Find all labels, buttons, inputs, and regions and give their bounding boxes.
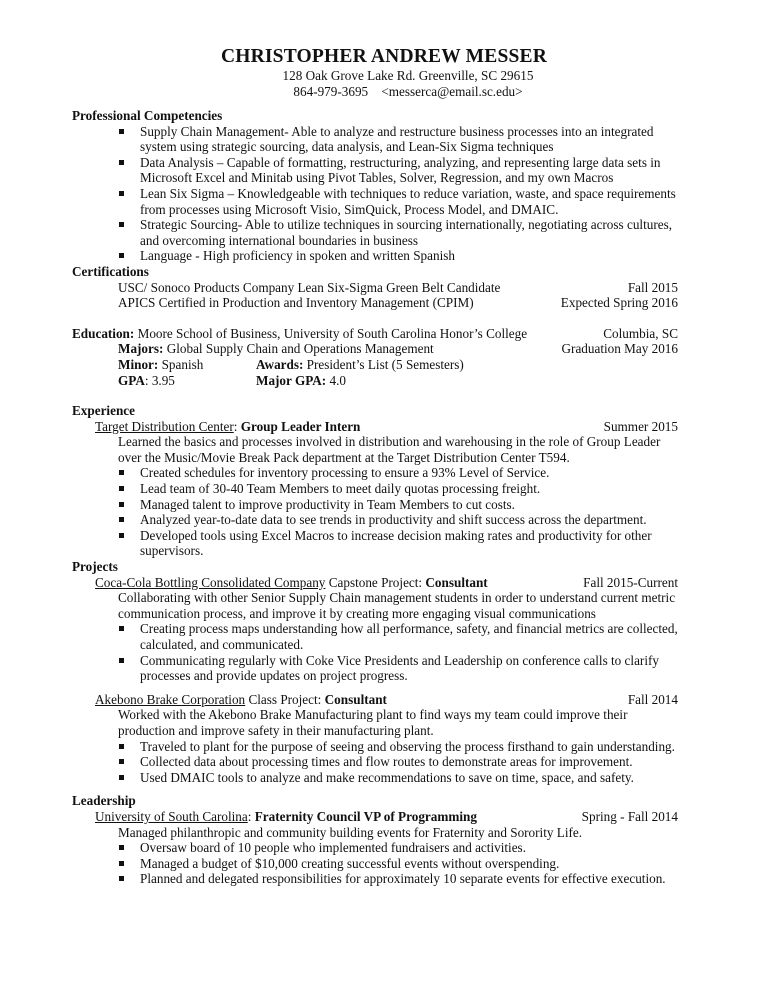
project-date: Fall 2015-Current	[583, 574, 678, 590]
gpa-line	[118, 373, 256, 389]
list-item: Creating process maps understanding how all performance, safety, and financial metrics are collected, calculated, and communicated.	[140, 621, 678, 652]
list-item: Analyzed year-to-date data to see trends in productivity and shift success across the department.	[140, 512, 678, 528]
education-label: Education:	[72, 325, 135, 341]
leadership-org: University of South Carolina	[95, 808, 248, 824]
list-item: Lean Six Sigma – Knowledgeable with techniques to reduce variation, waste, and space requirements from processes using Microsoft Visio, SimQuick, Process Model, and DMAIC.	[140, 186, 678, 217]
resume-body	[72, 108, 678, 887]
awards-line	[256, 357, 678, 373]
experience-summary: Learned the basics and processes involved in distribution and warehousing in the role of Group Leader over the Music/Movie Break Pack department at the Target Distribution Center T594.	[118, 434, 661, 465]
resume-header	[0, 0, 768, 99]
experience-list	[72, 465, 678, 559]
list-item: Strategic Sourcing- Able to utilize techniques in sourcing internationally, negotiating across cultures, and overcoming international boundaries in business	[140, 217, 678, 248]
project-summary: Collaborating with other Senior Supply Chain management students in order to understand current metric communication process, and improve it by creating more engaging visual communications	[118, 590, 676, 621]
leadership-summary: Managed philanthropic and community building events for Fraternity and Sorority Life.	[118, 824, 583, 840]
list-item: Used DMAIC tools to analyze and make recommendations to save on time, space, and safety.	[140, 770, 678, 786]
project-title-row	[95, 575, 678, 591]
competencies-list	[72, 124, 678, 264]
leadership-role: Fraternity Council VP of Programming	[254, 808, 477, 824]
minor-value: Spanish	[161, 356, 204, 372]
majors-line	[118, 341, 434, 357]
certification-date: Fall 2015	[627, 279, 678, 295]
competencies-heading: Professional Competencies	[72, 108, 223, 123]
experience-date: Summer 2015	[603, 418, 678, 434]
certification-row	[118, 295, 678, 311]
education-school: Moore School of Business, University of South Carolina Honor’s College	[137, 325, 528, 341]
email-address: <messerca@email.sc.edu>	[381, 83, 523, 99]
leadership-heading: Leadership	[72, 793, 136, 809]
education-details	[118, 357, 678, 388]
education-majors-row	[118, 341, 678, 357]
project-title	[95, 692, 387, 708]
list-item: Data Analysis – Capable of formatting, restructuring, analyzing, and representing large data sets in Microsoft Excel and Minitab using Pivot Tables, Solver, Regression, and my own Macros	[140, 155, 678, 186]
list-item: Language - High proficiency in spoken and written Spanish	[140, 248, 678, 264]
certification-name: USC/ Sonoco Products Company Lean Six-Sigma Green Belt Candidate	[118, 279, 501, 295]
list-item: Collected data about processing times and flow routes to demonstrate areas for improvement.	[140, 754, 678, 770]
majors-label: Majors:	[118, 341, 164, 357]
separator: :	[233, 418, 238, 434]
leadership-title-row	[95, 809, 678, 825]
project-kind: Capstone Project:	[325, 574, 426, 590]
list-item: Created schedules for inventory processing to ensure a 93% Level of Service.	[140, 465, 678, 481]
list-item: Planned and delegated responsibilities for approximately 10 separate events for effective execution.	[140, 871, 678, 887]
graduation-date: Graduation May 2016	[561, 341, 678, 357]
experience-role: Group Leader Intern	[240, 418, 361, 434]
leadership-list	[72, 840, 678, 887]
gpa-label: GPA	[118, 372, 145, 388]
address-line: 128 Oak Grove Lake Rd. Greenville, SC 29615	[282, 68, 534, 83]
project-kind: Class Project:	[245, 691, 325, 707]
major-gpa-line	[256, 373, 678, 389]
list-item: Traveled to plant for the purpose of seeing and observing the process firsthand to gain understanding.	[140, 739, 678, 755]
awards-label: Awards:	[256, 356, 304, 372]
project-title	[95, 575, 488, 591]
list-item: Developed tools using Excel Macros to increase decision making rates and productivity for other supervisors.	[140, 528, 678, 559]
education-row	[72, 326, 678, 342]
education-location: Columbia, SC	[603, 325, 678, 341]
candidate-name: CHRISTOPHER ANDREW MESSER	[220, 46, 548, 67]
leadership-date: Spring - Fall 2014	[581, 808, 678, 824]
project-summary: Worked with the Akebono Brake Manufacturing plant to find ways my team could improve their production and improve safety in their manufacturing plant.	[118, 707, 628, 738]
list-item: Managed talent to improve productivity in Team Members to cut costs.	[140, 497, 678, 513]
experience-org: Target Distribution Center	[95, 418, 234, 434]
awards-value: President’s List (5 Semesters)	[306, 356, 464, 372]
major-gpa-label: Major GPA:	[256, 372, 327, 388]
projects-heading: Projects	[72, 559, 118, 575]
major-gpa-value: 4.0	[329, 372, 346, 388]
majors-value: Global Supply Chain and Operations Management	[166, 341, 434, 357]
project-list	[72, 621, 678, 683]
contact-line	[48, 84, 768, 100]
phone-number: 864-979-3695	[293, 83, 369, 99]
certification-date: Expected Spring 2016	[560, 295, 678, 311]
list-item: Oversaw board of 10 people who implemented fundraisers and activities.	[140, 840, 678, 856]
list-item: Lead team of 30-40 Team Members to meet daily quotas processing freight.	[140, 481, 678, 497]
leadership-title	[95, 809, 477, 825]
project-role: Consultant	[425, 574, 488, 590]
project-date: Fall 2014	[627, 691, 678, 707]
minor-label: Minor:	[118, 356, 159, 372]
certification-name: APICS Certified in Production and Inventory Management (CPIM)	[118, 295, 474, 311]
minor-line	[118, 357, 256, 373]
experience-title-row	[95, 419, 678, 435]
list-item: Communicating regularly with Coke Vice Presidents and Leadership on conference calls to clarify processes and provide updates on project progress.	[140, 653, 678, 684]
experience-title	[95, 419, 360, 435]
project-org: Coca-Cola Bottling Consolidated Company	[95, 574, 326, 590]
project-list	[72, 739, 678, 786]
gpa-value: : 3.95	[144, 372, 175, 388]
certification-row	[118, 280, 678, 296]
separator: :	[247, 808, 255, 824]
project-org: Akebono Brake Corporation	[95, 691, 246, 707]
project-title-row	[95, 692, 678, 708]
list-item: Managed a budget of $10,000 creating successful events without overspending.	[140, 856, 678, 872]
experience-heading: Experience	[72, 403, 135, 419]
education-school-line	[72, 326, 527, 342]
project-role: Consultant	[324, 691, 387, 707]
list-item: Supply Chain Management- Able to analyze and restructure business processes into an integrated system using strategic sourcing, data analysis, and Lean-Six Sigma techniques	[140, 124, 678, 155]
certifications-heading: Certifications	[72, 263, 149, 279]
